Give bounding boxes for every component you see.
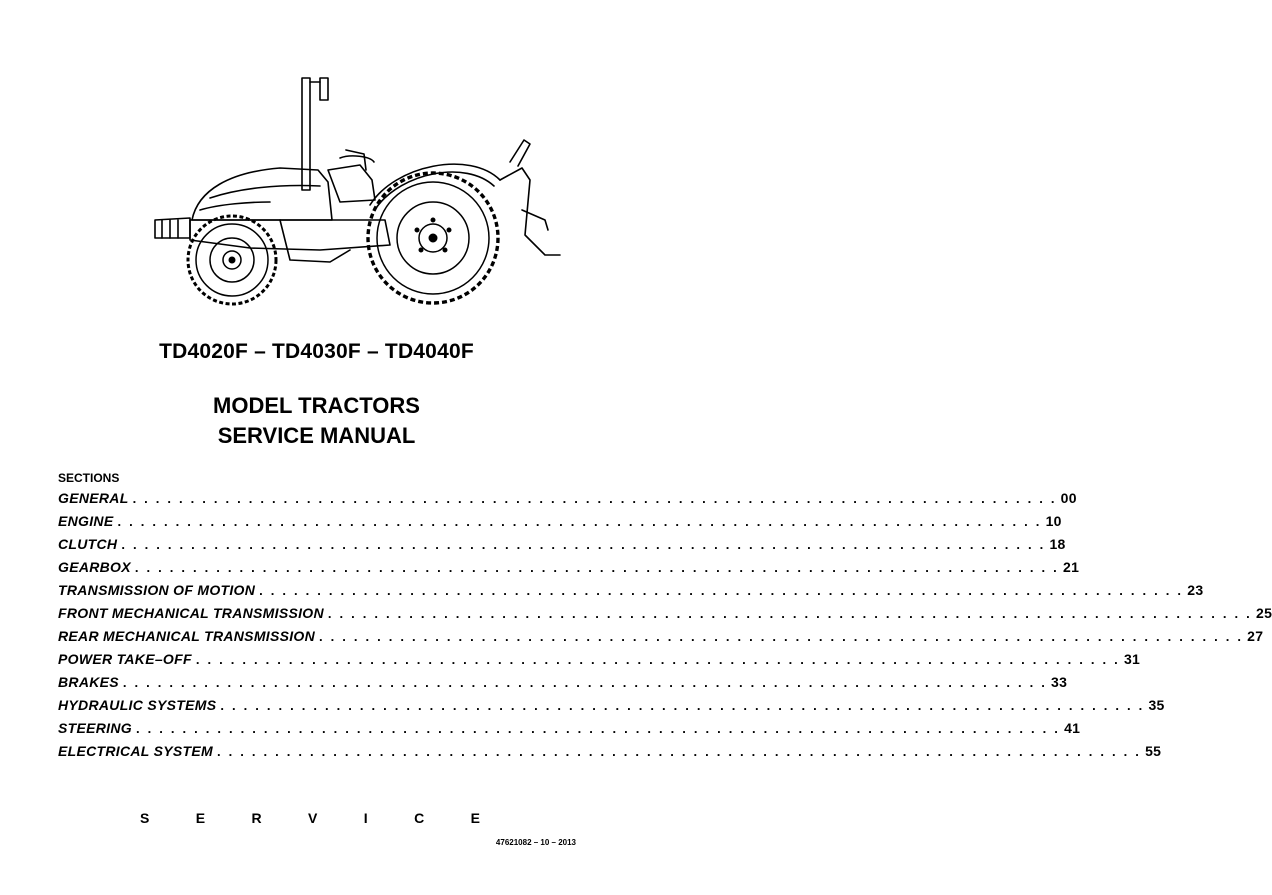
toc-entry[interactable] — [58, 720, 1081, 743]
service-letter: E — [195, 810, 206, 826]
tractor-illustration — [150, 70, 570, 320]
toc-entry-title: REAR MECHANICAL TRANSMISSION — [58, 628, 316, 644]
service-letter: I — [363, 810, 368, 826]
toc-entry[interactable] — [58, 743, 1162, 766]
toc-entry-page: 10 — [1045, 513, 1062, 529]
toc-dot-leader: . . . . . . . . . . . . . . . . . . . . . . . . . . . . . . . . . . . . . . . . . . . . . . . . . . . . . . . . . . . . . . . . . . . . . . . . . . . . . . . . — [259, 583, 1184, 598]
toc-entry-title: TRANSMISSION OF MOTION — [58, 582, 256, 598]
toc-entry-page: 31 — [1123, 651, 1141, 667]
toc-entry-title: ENGINE — [58, 513, 114, 529]
toc-entry-title: BRAKES — [58, 674, 119, 690]
toc-entry-title: FRONT MECHANICAL TRANSMISSION — [58, 605, 324, 621]
toc-entry[interactable] — [58, 605, 1272, 628]
toc-entry-title: GENERAL — [58, 490, 129, 506]
toc-dot-leader: . . . . . . . . . . . . . . . . . . . . . . . . . . . . . . . . . . . . . . . . . . . . . . . . . . . . . . . . . . . . . . . . . . . . . . . . . . . . . . . . — [195, 652, 1120, 667]
service-letter: C — [414, 810, 425, 826]
toc-dot-leader: . . . . . . . . . . . . . . . . . . . . . . . . . . . . . . . . . . . . . . . . . . . . . . . . . . . . . . . . . . . . . . . . . . . . . . . . . . . . . . . . — [216, 744, 1142, 759]
model-numbers: TD4020F – TD4030F – TD4040F — [159, 340, 474, 363]
toc-entry[interactable] — [58, 697, 1165, 720]
toc-entry[interactable] — [58, 582, 1204, 605]
toc-entry-title: CLUTCH — [58, 536, 118, 552]
toc-entry-page: 25 — [1255, 605, 1272, 621]
toc-dot-leader: . . . . . . . . . . . . . . . . . . . . . . . . . . . . . . . . . . . . . . . . . . . . . . . . . . . . . . . . . . . . . . . . . . . . . . . . . . . . . . . . — [319, 629, 1244, 644]
service-letter: V — [308, 810, 318, 826]
toc-dot-leader: . . . . . . . . . . . . . . . . . . . . . . . . . . . . . . . . . . . . . . . . . . . . . . . . . . . . . . . . . . . . . . . . . . . . . . . . . . . . . . . . — [135, 721, 1061, 736]
service-letter: E — [470, 810, 480, 826]
table-of-contents — [58, 490, 1272, 766]
toc-entry-title: STEERING — [58, 720, 132, 736]
toc-entry-title: HYDRAULIC SYSTEMS — [58, 697, 217, 713]
toc-entry[interactable] — [58, 651, 1141, 674]
manual-title-line-2: SERVICE MANUAL — [217, 423, 416, 448]
toc-dot-leader: . . . . . . . . . . . . . . . . . . . . . . . . . . . . . . . . . . . . . . . . . . . . . . . . . . . . . . . . . . . . . . . . . . . . . . . . . . . . . . . . — [220, 698, 1145, 713]
toc-entry-title: GEARBOX — [58, 559, 131, 575]
service-letter: S — [140, 810, 150, 826]
toc-dot-leader: . . . . . . . . . . . . . . . . . . . . . . . . . . . . . . . . . . . . . . . . . . . . . . . . . . . . . . . . . . . . . . . . . . . . . . . . . . . . . . . . — [134, 560, 1059, 575]
toc-entry-page: 21 — [1062, 559, 1080, 575]
toc-entry[interactable] — [58, 559, 1080, 582]
toc-dot-leader: . . . . . . . . . . . . . . . . . . . . . . . . . . . . . . . . . . . . . . . . . . . . . . . . . . . . . . . . . . . . . . . . . . . . . . . . . . . . . . . . — [117, 514, 1042, 529]
toc-dot-leader: . . . . . . . . . . . . . . . . . . . . . . . . . . . . . . . . . . . . . . . . . . . . . . . . . . . . . . . . . . . . . . . . . . . . . . . . . . . . . . . . — [132, 491, 1057, 506]
toc-entry[interactable] — [58, 513, 1062, 536]
document-code: 47621082 – 10 – 2013 — [495, 838, 576, 847]
sections-heading: SECTIONS — [58, 471, 120, 485]
toc-entry-page: 41 — [1064, 720, 1081, 736]
toc-entry-page: 00 — [1060, 490, 1077, 506]
toc-entry-title: POWER TAKE–OFF — [58, 651, 192, 667]
service-letter: R — [251, 810, 262, 826]
toc-entry-page: 27 — [1247, 628, 1264, 644]
toc-entry-title: ELECTRICAL SYSTEM — [58, 743, 213, 759]
toc-entry-page: 33 — [1051, 674, 1068, 690]
toc-entry[interactable] — [58, 536, 1066, 559]
toc-entry-page: 23 — [1187, 582, 1204, 598]
toc-entry-page: 55 — [1145, 743, 1162, 759]
toc-dot-leader: . . . . . . . . . . . . . . . . . . . . . . . . . . . . . . . . . . . . . . . . . . . . . . . . . . . . . . . . . . . . . . . . . . . . . . . . . . . . . . . . — [121, 537, 1046, 552]
toc-dot-leader: . . . . . . . . . . . . . . . . . . . . . . . . . . . . . . . . . . . . . . . . . . . . . . . . . . . . . . . . . . . . . . . . . . . . . . . . . . . . . . . . — [122, 675, 1048, 690]
toc-entry[interactable] — [58, 490, 1077, 513]
toc-dot-leader: . . . . . . . . . . . . . . . . . . . . . . . . . . . . . . . . . . . . . . . . . . . . . . . . . . . . . . . . . . . . . . . . . . . . . . . . . . . . . . . . — [327, 606, 1252, 621]
manual-title-line-1: MODEL TRACTORS — [213, 393, 420, 418]
toc-entry-page: 18 — [1049, 536, 1066, 552]
toc-entry[interactable] — [58, 674, 1068, 697]
toc-entry-page: 35 — [1148, 697, 1165, 713]
toc-entry[interactable] — [58, 628, 1264, 651]
service-banner — [140, 810, 480, 826]
